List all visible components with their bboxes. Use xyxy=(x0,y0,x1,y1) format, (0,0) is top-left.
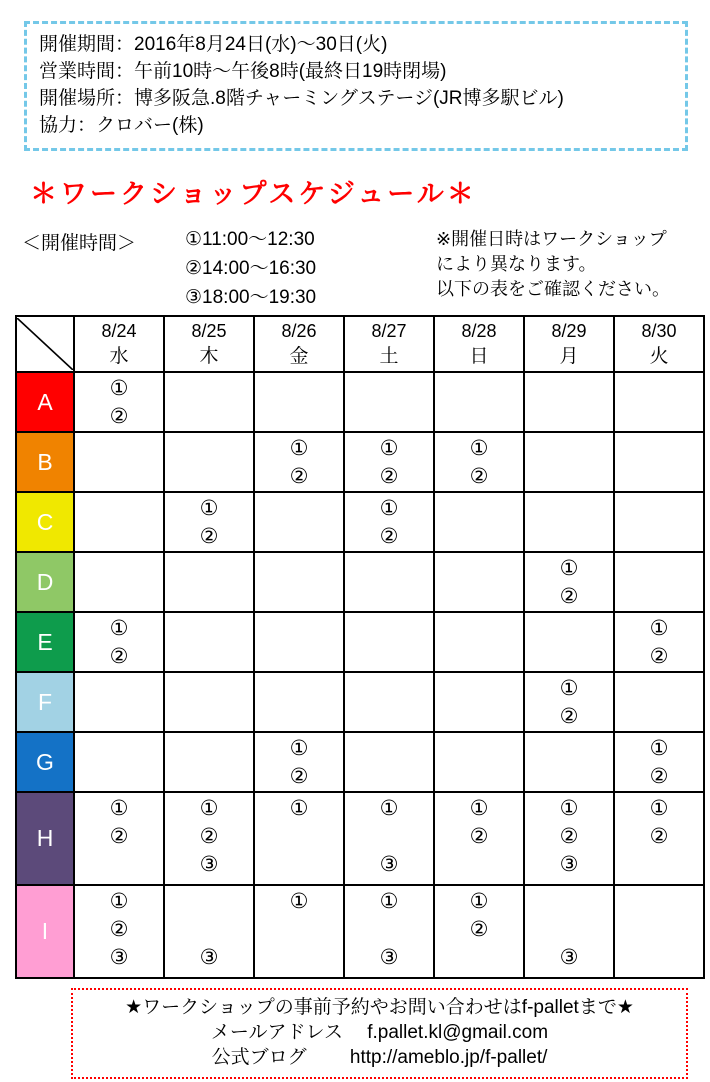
session-times-list xyxy=(185,225,316,312)
event-info-box xyxy=(24,21,688,151)
schedule-cell-A-8-27 xyxy=(344,372,434,432)
contact-email-line: メールアドレス f.pallet.kl@gmail.com xyxy=(210,1022,549,1043)
schedule-cell-H-8-27: ① ③ xyxy=(344,792,434,885)
corner-cell xyxy=(16,316,74,372)
row-label-E: E xyxy=(16,612,74,672)
diagonal-line-icon xyxy=(17,318,73,370)
row-label-A: A xyxy=(16,372,74,432)
schedule-cell-A-8-24: ① ② xyxy=(74,372,164,432)
day-header-8-29: 8/29 月 xyxy=(524,316,614,372)
table-row-H xyxy=(16,792,704,885)
session-time-2: ②14:00～16:30 xyxy=(185,258,317,279)
schedule-cell-F-8-29: ① ② xyxy=(524,672,614,732)
schedule-cell-D-8-24 xyxy=(74,552,164,612)
schedule-cell-C-8-27: ① ② xyxy=(344,492,434,552)
schedule-cell-E-8-28 xyxy=(434,612,524,672)
schedule-cell-E-8-24: ① ② xyxy=(74,612,164,672)
row-label-F: F xyxy=(16,672,74,732)
session-time-1: ①11:00～12:30 xyxy=(185,229,315,250)
day-header-8-25: 8/25 木 xyxy=(164,316,254,372)
schedule-cell-G-8-26: ① ② xyxy=(254,732,344,792)
schedule-cell-B-8-24 xyxy=(74,432,164,492)
schedule-cell-H-8-29: ① ② ③ xyxy=(524,792,614,885)
schedule-cell-G-8-29 xyxy=(524,732,614,792)
schedule-cell-I-8-27: ① ③ xyxy=(344,885,434,978)
schedule-cell-E-8-26 xyxy=(254,612,344,672)
schedule-cell-G-8-25 xyxy=(164,732,254,792)
schedule-header-row xyxy=(16,316,704,372)
page-title: ＊ワークショップスケジュール＊ xyxy=(30,179,477,209)
schedule-cell-G-8-28 xyxy=(434,732,524,792)
schedule-table xyxy=(15,315,705,979)
schedule-note-line-3: 以下の表をご確認ください。 xyxy=(436,279,670,299)
row-label-C: C xyxy=(16,492,74,552)
day-header-8-28: 8/28 日 xyxy=(434,316,524,372)
schedule-cell-B-8-27: ① ② xyxy=(344,432,434,492)
schedule-cell-E-8-27 xyxy=(344,612,434,672)
schedule-cell-C-8-30 xyxy=(614,492,704,552)
schedule-cell-C-8-29 xyxy=(524,492,614,552)
table-row-B xyxy=(16,432,704,492)
schedule-cell-D-8-26 xyxy=(254,552,344,612)
schedule-cell-I-8-26: ① xyxy=(254,885,344,978)
schedule-cell-H-8-30: ① ② xyxy=(614,792,704,885)
day-header-8-27: 8/27 土 xyxy=(344,316,434,372)
schedule-cell-I-8-30 xyxy=(614,885,704,978)
table-row-I xyxy=(16,885,704,978)
schedule-cell-B-8-29 xyxy=(524,432,614,492)
schedule-cell-F-8-25 xyxy=(164,672,254,732)
schedule-note-line-2: により異なります。 xyxy=(436,254,597,274)
day-header-8-24: 8/24 水 xyxy=(74,316,164,372)
schedule-cell-D-8-25 xyxy=(164,552,254,612)
schedule-cell-C-8-25: ① ② xyxy=(164,492,254,552)
table-row-F xyxy=(16,672,704,732)
table-row-G xyxy=(16,732,704,792)
table-row-A xyxy=(16,372,704,432)
day-header-8-30: 8/30 火 xyxy=(614,316,704,372)
schedule-cell-B-8-28: ① ② xyxy=(434,432,524,492)
schedule-cell-F-8-26 xyxy=(254,672,344,732)
schedule-cell-F-8-30 xyxy=(614,672,704,732)
event-period-line: 開催期間：2016年8月24日(水)～30日(火) xyxy=(39,34,388,55)
table-row-D xyxy=(16,552,704,612)
venue-line: 開催場所：博多阪急.8階チャーミングステージ(JR博多駅ビル) xyxy=(39,88,564,109)
row-label-I: I xyxy=(16,885,74,978)
contact-headline: ★ワークショップの事前予約やお問い合わせはf-palletまで★ xyxy=(125,997,634,1018)
schedule-cell-H-8-28: ① ② xyxy=(434,792,524,885)
schedule-cell-E-8-30: ① ② xyxy=(614,612,704,672)
schedule-cell-I-8-25: ③ xyxy=(164,885,254,978)
schedule-cell-C-8-24 xyxy=(74,492,164,552)
table-row-C xyxy=(16,492,704,552)
schedule-cell-G-8-27 xyxy=(344,732,434,792)
schedule-cell-G-8-30: ① ② xyxy=(614,732,704,792)
schedule-cell-C-8-28 xyxy=(434,492,524,552)
schedule-cell-A-8-28 xyxy=(434,372,524,432)
session-time-3: ③18:00～19:30 xyxy=(185,287,317,308)
schedule-cell-D-8-27 xyxy=(344,552,434,612)
schedule-cell-F-8-27 xyxy=(344,672,434,732)
schedule-cell-D-8-29: ① ② xyxy=(524,552,614,612)
schedule-cell-I-8-24: ① ② ③ xyxy=(74,885,164,978)
schedule-cell-D-8-28 xyxy=(434,552,524,612)
schedule-cell-E-8-25 xyxy=(164,612,254,672)
schedule-cell-E-8-29 xyxy=(524,612,614,672)
row-label-H: H xyxy=(16,792,74,885)
schedule-cell-A-8-26 xyxy=(254,372,344,432)
schedule-cell-I-8-29: ③ xyxy=(524,885,614,978)
contact-box xyxy=(71,988,688,1079)
schedule-cell-G-8-24 xyxy=(74,732,164,792)
schedule-note-line-1: ※開催日時はワークショップ xyxy=(436,229,667,249)
schedule-cell-A-8-25 xyxy=(164,372,254,432)
row-label-B: B xyxy=(16,432,74,492)
row-label-D: D xyxy=(16,552,74,612)
schedule-cell-B-8-25 xyxy=(164,432,254,492)
day-header-8-26: 8/26 金 xyxy=(254,316,344,372)
row-label-G: G xyxy=(16,732,74,792)
session-times-label: ＜開催時間＞ xyxy=(22,233,137,254)
cooperation-line: 協力：クロバー(株) xyxy=(39,115,204,136)
table-row-E xyxy=(16,612,704,672)
schedule-cell-A-8-30 xyxy=(614,372,704,432)
schedule-cell-H-8-24: ① ② xyxy=(74,792,164,885)
schedule-cell-I-8-28: ① ② xyxy=(434,885,524,978)
schedule-cell-D-8-30 xyxy=(614,552,704,612)
schedule-cell-B-8-26: ① ② xyxy=(254,432,344,492)
schedule-cell-F-8-24 xyxy=(74,672,164,732)
schedule-cell-F-8-28 xyxy=(434,672,524,732)
contact-blog-line: 公式ブログ http://ameblo.jp/f-pallet/ xyxy=(211,1047,548,1068)
schedule-cell-A-8-29 xyxy=(524,372,614,432)
business-hours-line: 営業時間：午前10時～午後8時(最終日19時閉場) xyxy=(39,61,447,82)
schedule-cell-B-8-30 xyxy=(614,432,704,492)
schedule-cell-H-8-26: ① xyxy=(254,792,344,885)
schedule-cell-C-8-26 xyxy=(254,492,344,552)
schedule-cell-H-8-25: ① ② ③ xyxy=(164,792,254,885)
schedule-note xyxy=(436,227,670,302)
